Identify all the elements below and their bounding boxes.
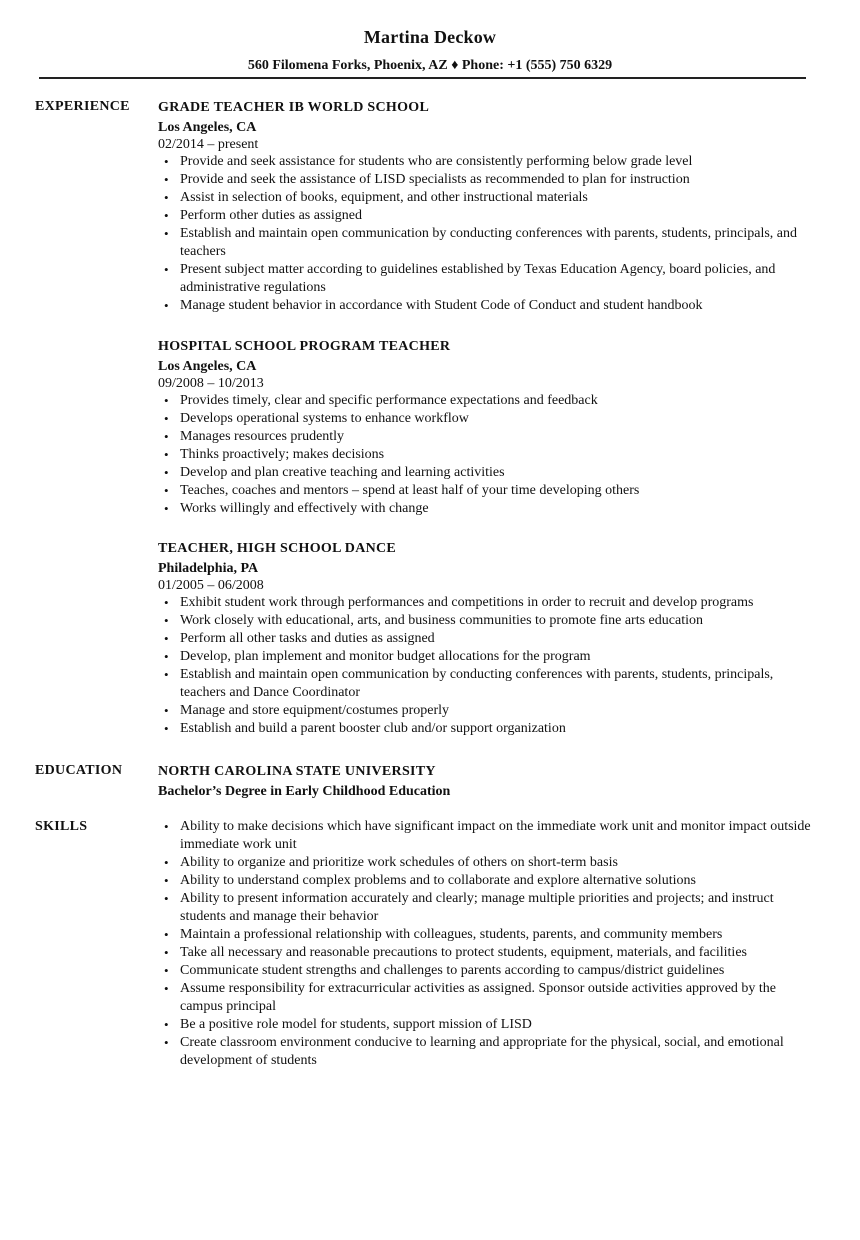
job-bullets xyxy=(158,594,818,738)
bullet-item: • Provide and seek the assistance of LISD specialists as recommended to plan for instruction xyxy=(158,171,818,189)
bullet-item: • Work closely with educational, arts, and business communities to promote fine arts education xyxy=(158,612,818,630)
bullet-item: • Exhibit student work through performances and competitions in order to recruit and develop programs xyxy=(158,594,818,612)
section-title-education: EDUCATION xyxy=(35,763,123,778)
section-title-experience: EXPERIENCE xyxy=(35,99,130,114)
bullet-item: • Provide and seek assistance for students who are consistently performing below grade level xyxy=(158,153,818,171)
section-title-skills: SKILLS xyxy=(35,819,88,834)
job-bullets xyxy=(158,392,818,518)
bullet-item: • Present subject matter according to guidelines established by Texas Education Agency, board policies, and administrative regulations xyxy=(158,261,818,297)
skill-item: • Ability to organize and prioritize work schedules of others on short-term basis xyxy=(158,854,818,872)
degree: Bachelor’s Degree in Early Childhood Education xyxy=(158,784,451,799)
skill-item: • Communicate student strengths and challenges to parents according to campus/district guidelines xyxy=(158,962,818,980)
skill-item: • Ability to understand complex problems and to collaborate and explore alternative solutions xyxy=(158,872,818,890)
job-title: TEACHER, HIGH SCHOOL DANCE xyxy=(158,541,397,556)
bullet-item: • Works willingly and effectively with change xyxy=(158,500,818,518)
bullet-item: • Assist in selection of books, equipment, and other instructional materials xyxy=(158,189,818,207)
bullet-item: • Provides timely, clear and specific performance expectations and feedback xyxy=(158,392,818,410)
skill-item: • Create classroom environment conducive to learning and appropriate for the physical, social, and emotional development of students xyxy=(158,1034,818,1070)
bullet-item: • Thinks proactively; makes decisions xyxy=(158,446,818,464)
job-title: HOSPITAL SCHOOL PROGRAM TEACHER xyxy=(158,339,451,354)
skill-item: • Ability to make decisions which have significant impact on the immediate work unit and monitor impact outside immediate work unit xyxy=(158,818,818,854)
bullet-item: • Establish and maintain open communication by conducting conferences with parents, students, principals, teachers and Dance Coordinator xyxy=(158,666,818,702)
skill-item: • Maintain a professional relationship with colleagues, students, parents, and community members xyxy=(158,926,818,944)
bullet-item: • Perform all other tasks and duties as assigned xyxy=(158,630,818,648)
skill-item: • Assume responsibility for extracurricular activities as assigned. Sponsor outside activities approved by the campus principal xyxy=(158,980,818,1016)
job-dates: 02/2014 – present xyxy=(158,137,259,152)
header-divider xyxy=(39,77,806,79)
skills-list-wrap xyxy=(158,818,818,1070)
resume-header xyxy=(0,0,860,75)
bullet-item: • Establish and maintain open communication by conducting conferences with parents, students, principals, and teachers xyxy=(158,225,818,261)
job-dates: 09/2008 – 10/2013 xyxy=(158,376,264,391)
bullet-item: • Teaches, coaches and mentors – spend at least half of your time developing others xyxy=(158,482,818,500)
school-name: NORTH CAROLINA STATE UNIVERSITY xyxy=(158,764,436,779)
education-entry xyxy=(158,763,818,801)
skill-item: • Be a positive role model for students, support mission of LISD xyxy=(158,1016,818,1034)
contact-line: 560 Filomena Forks, Phoenix, AZ ♦ Phone: +1 (555) 750 6329 xyxy=(247,58,613,73)
bullet-item: • Manage and store equipment/costumes properly xyxy=(158,702,818,720)
job-dates: 01/2005 – 06/2008 xyxy=(158,578,264,593)
job-entry xyxy=(158,540,818,738)
job-location: Philadelphia, PA xyxy=(158,561,259,576)
job-title: GRADE TEACHER IB WORLD SCHOOL xyxy=(158,100,430,115)
bullet-item: • Perform other duties as assigned xyxy=(158,207,818,225)
job-bullets xyxy=(158,153,818,315)
skills-list xyxy=(158,818,818,1070)
job-entry xyxy=(158,338,818,518)
bullet-item: • Manage student behavior in accordance with Student Code of Conduct and student handbook xyxy=(158,297,818,315)
job-location: Los Angeles, CA xyxy=(158,120,257,135)
bullet-item: • Establish and build a parent booster club and/or support organization xyxy=(158,720,818,738)
skill-item: • Take all necessary and reasonable precautions to protect students, equipment, materials, and facilities xyxy=(158,944,818,962)
job-entry xyxy=(158,99,818,315)
skill-item: • Ability to present information accurately and clearly; manage multiple priorities and projects; and instruct students and manage their behavior xyxy=(158,890,818,926)
bullet-item: • Develop, plan implement and monitor budget allocations for the program xyxy=(158,648,818,666)
bullet-item: • Manages resources prudently xyxy=(158,428,818,446)
candidate-name: Martina Deckow xyxy=(363,27,497,47)
job-location: Los Angeles, CA xyxy=(158,359,257,374)
bullet-item: • Develops operational systems to enhance workflow xyxy=(158,410,818,428)
bullet-item: • Develop and plan creative teaching and learning activities xyxy=(158,464,818,482)
